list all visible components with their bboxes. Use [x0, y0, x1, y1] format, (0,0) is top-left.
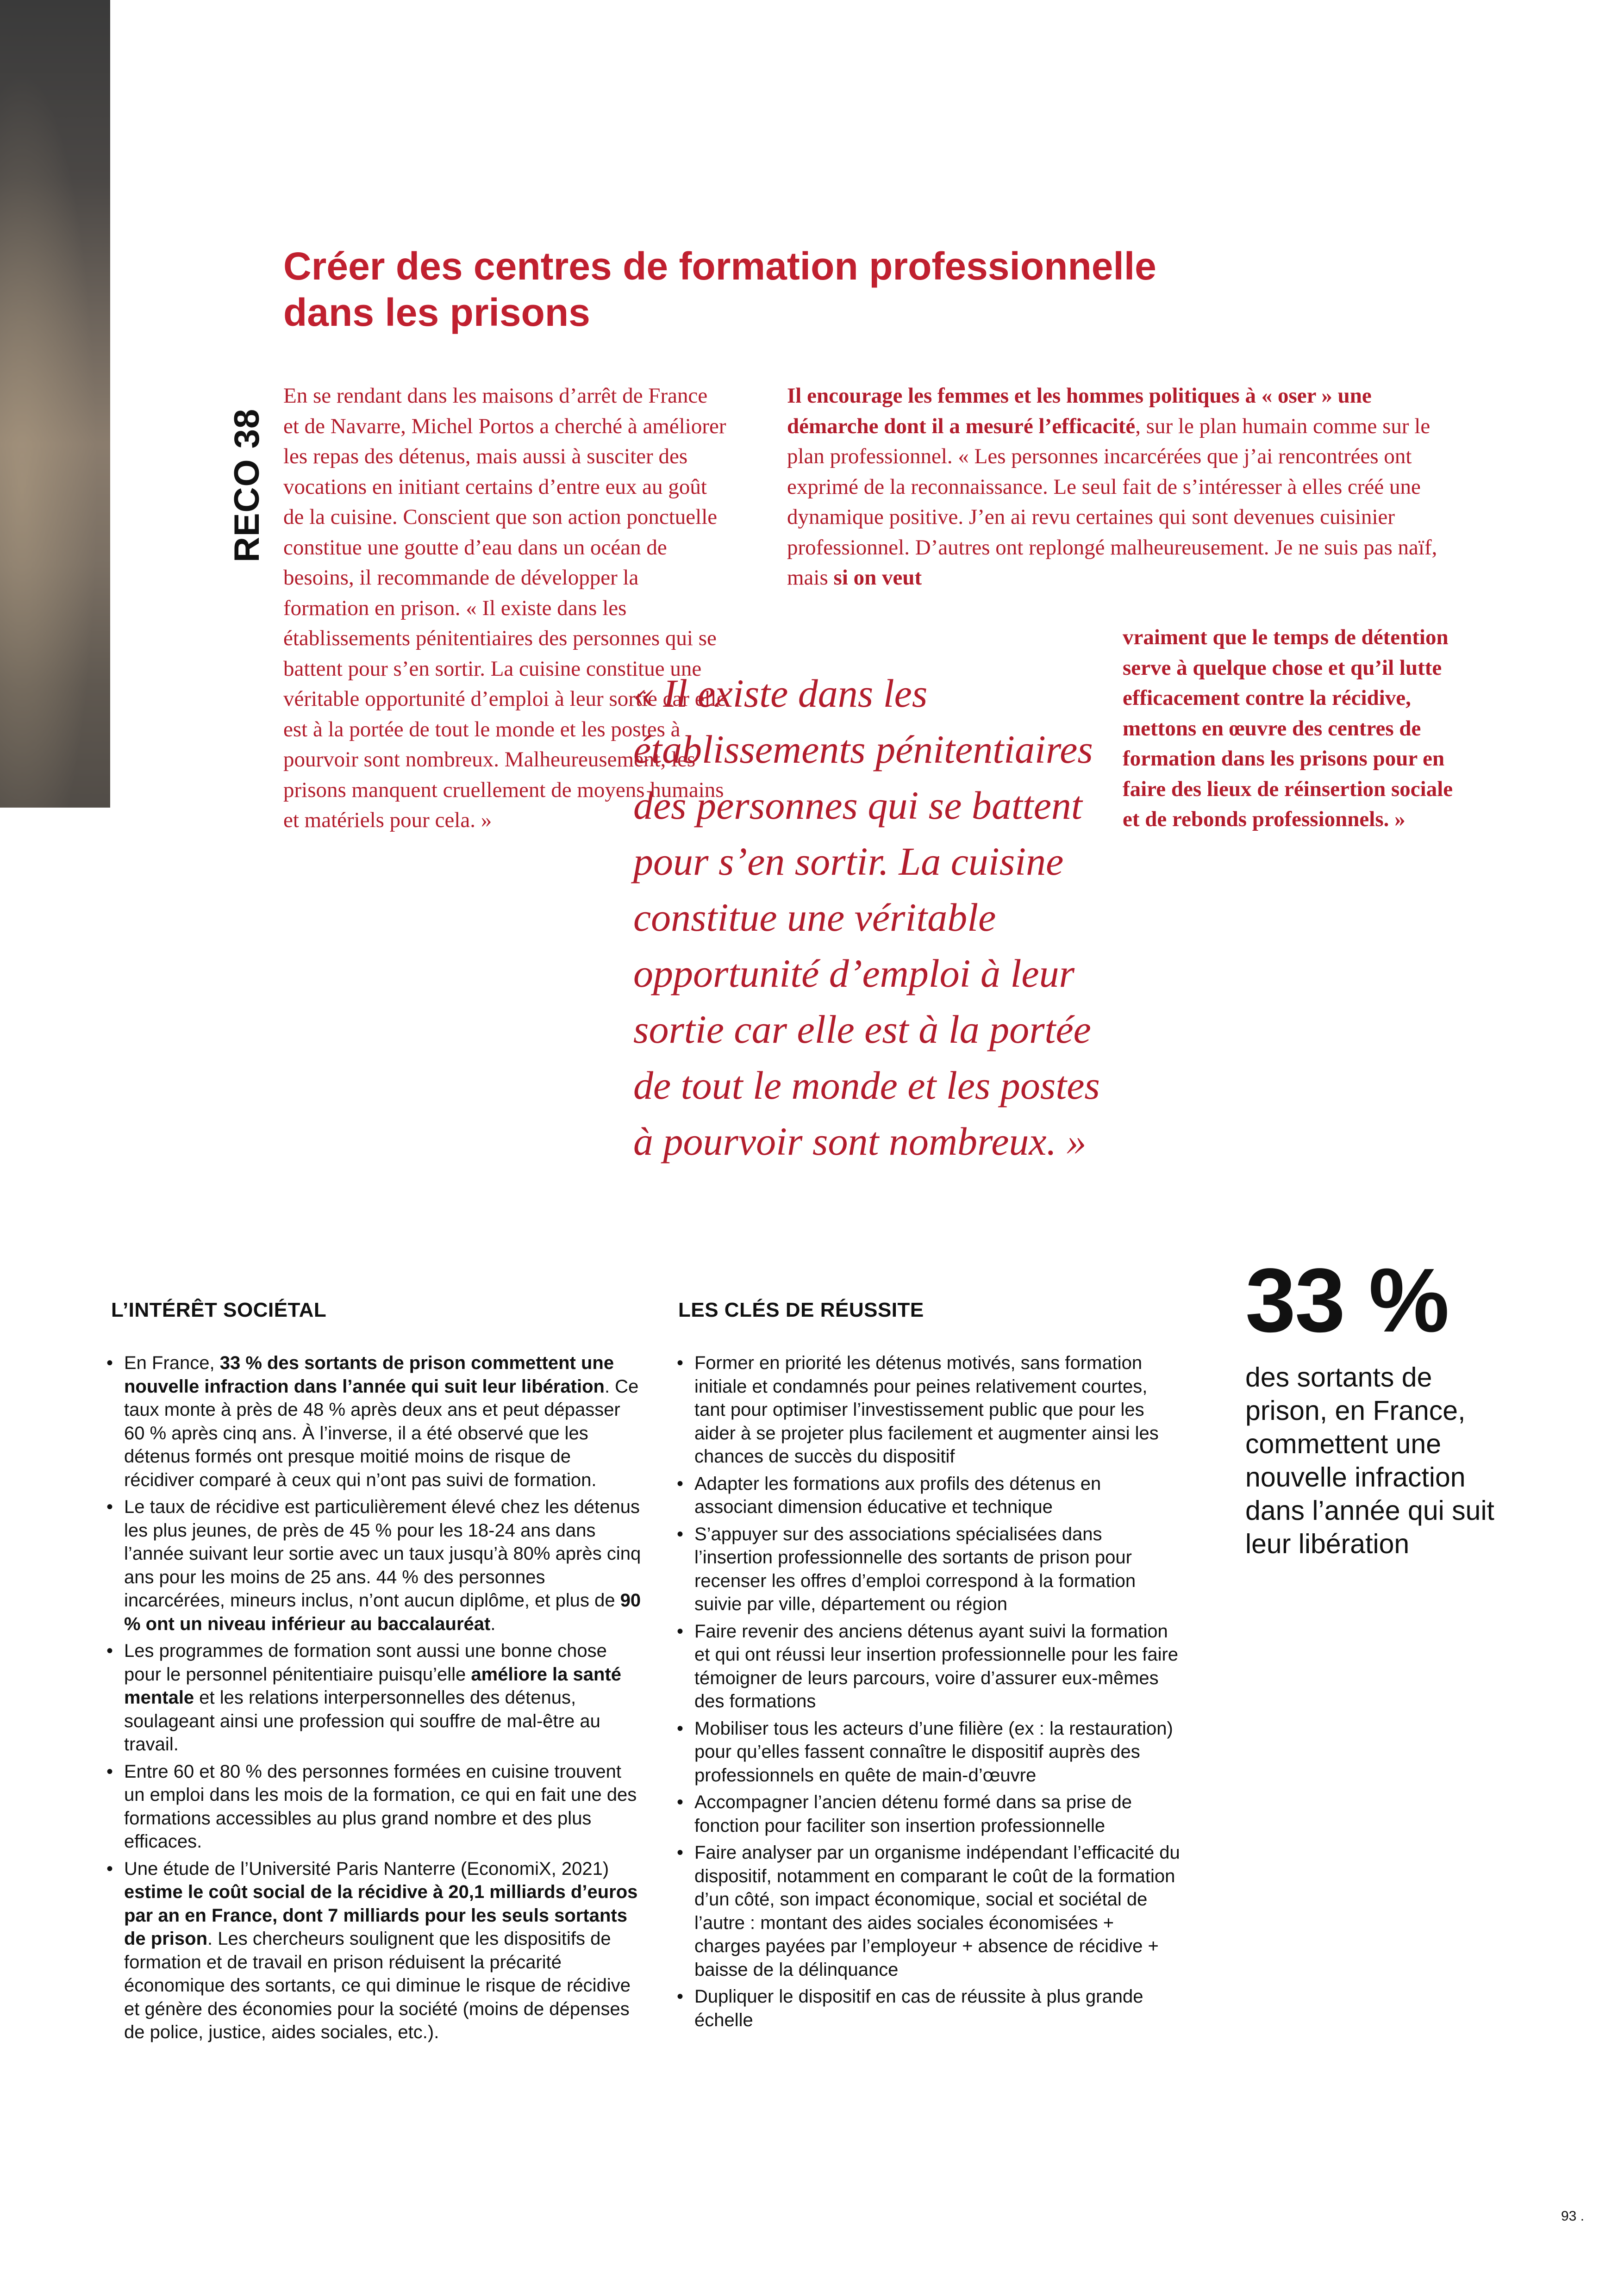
intro-column-1: En se rendant dans les maisons d’arrêt de France et de Navarre, Michel Portos a cherché à améliorer les repas des détenus, mais aussi à susciter des vocations en initiant certains d’entre eux au goût de la cuisine. Conscient que son action ponctuelle constitue une goutte d’eau dans un océan de besoins, il recommande de développer la formation en prison. « Il existe dans les établissements pénitentiaires des personnes qui se battent pour s’en sortir. La cuisine constitue une véritable opportunité d’emploi à leur sortie car elle est à la portée de tout le monde et les postes à pourvoir sont nombreux. Malheureusement, les prisons manquent cruellement de moyens humains et matériels pour cela. » — [283, 384, 726, 832]
cles-item: • Adapter les formations aux profils des détenus en associant dimension éducative et technique — [676, 1472, 1181, 1519]
cles-item: • Faire revenir des anciens détenus ayant suivi la formation et qui ont réussi leur insertion professionnelle pour les faire témoigner de leurs parcours, voire d’assurer eux-mêmes des formations — [676, 1620, 1181, 1713]
photo-shade — [0, 0, 110, 808]
interet-item: • Une étude de l’Université Paris Nanterre (EconomiX, 2021) estime le coût social de la récidive à 20,1 milliards d’euros par an en France, dont 7 milliards pour les seuls sortants de prison. Les chercheurs soulignent que les dispositifs de formation et de travail en prison réduisent la précarité économique des sortants, ce qui diminue le risque de récidive et génère des économies pour la société (moins de dépenses de police, justice, aides sociales, etc.). — [106, 1857, 643, 2044]
pull-quote: « Il existe dans les établissements pénitentiaires des personnes qui se battent pour s’en sortir. La cuisine constitue une véritable opportunité d’emploi à leur sortie car elle est à la portée de tout le monde et les postes à pourvoir sont nombreux. » — [633, 671, 1100, 1164]
cles-item: • Faire analyser par un organisme indépendant l’efficacité du dispositif, notamment en comparant le coût de la formation d’un côté, son impact économique, social et sociétal de l’autre : montant des aides sociales économisées + charges payées par l’employeur + absence de récidive + baisse de la délinquance — [676, 1841, 1181, 1981]
cles-heading: LES CLÉS DE RÉUSSITE — [678, 1299, 924, 1321]
cover-photo-strip — [0, 0, 110, 808]
page-number: 93 . — [1561, 2209, 1585, 2224]
cles-list — [676, 1351, 1181, 2035]
interet-item: • Le taux de récidive est particulièrement élevé chez les détenus les plus jeunes, de près de 45 % pour les 18-24 ans dans l’année suivant leur sortie avec un taux jusqu’à 80% après cinq ans pour les moins de 25 ans. 44 % des personnes incarcérées, mineurs inclus, n’ont aucun diplôme, et plus de 90 % ont un niveau inférieur au baccalauréat. — [106, 1495, 643, 1636]
cles-item: • S’appuyer sur des associations spécialisées dans l’insertion professionnelle des sortants de prison pour recenser les offres d’emploi correspond à la formation suivie par ville, département ou région — [676, 1523, 1181, 1616]
intro-col2-bold-lead: si on veut — [828, 566, 922, 590]
intro-column-2 — [787, 381, 1444, 593]
page-title: Créer des centres de formation professionnelle dans les prisons — [283, 244, 1156, 334]
stat-value: 33 % — [1245, 1250, 1449, 1351]
stat-caption: des sortants de prison, en France, commettent une nouvelle infraction dans l’année qui suit leur libération — [1245, 1362, 1494, 1559]
interet-list — [106, 1351, 643, 2048]
cles-item: • Mobiliser tous les acteurs d’une filière (ex : la restauration) pour qu’elles fassent connaître le dispositif auprès des professionnels en quête de main-d’œuvre — [676, 1717, 1181, 1787]
intro-column-2-continued: vraiment que le temps de détention serve à quelque chose et qu’il lutte efficacement contre la récidive, mettons en œuvre des centres de formation dans les prisons pour en faire des lieux de réinsertion sociale et de rebonds professionnels. » — [1123, 625, 1453, 831]
cles-item: • Accompagner l’ancien détenu formé dans sa prise de fonction pour faciliter son insertion professionnelle — [676, 1791, 1181, 1837]
intro-col2-bold: Il encourage les femmes et les hommes politiques à « oser » une démarche dont il a mesuré l’efficacité — [787, 384, 1372, 438]
interet-item: • Les programmes de formation sont aussi une bonne chose pour le personnel pénitentiaire puisqu’elle améliore la santé mentale et les relations interpersonnelles des détenus, soulageant ainsi une profession qui souffre de mal-être au travail. — [106, 1639, 643, 1756]
intro-col2-text: , sur le plan humain comme sur le plan professionnel. « Les personnes incarcérées que j’ai rencontrées ont exprimé de la reconnaissance. Le seul fait de s’intéresser à elles créé une dynamique positive. J’en ai revu certaines qui sont devenues cuisinier professionnel. D’autres ont replongé malheureusement. Je ne suis pas naïf, mais — [787, 414, 1437, 590]
interet-item: • En France, 33 % des sortants de prison commettent une nouvelle infraction dans l’année qui suit leur libération. Ce taux monte à près de 48 % après deux ans et peut dépasser 60 % après cinq ans. À l’inverse, il a été observé que les détenus formés ont presque moitié moins de risque de récidiver comparé à ceux qui n’ont pas suivi de formation. — [106, 1351, 643, 1492]
reco-label: RECO 38 — [227, 408, 267, 562]
cles-item: • Dupliquer le dispositif en cas de réussite à plus grande échelle — [676, 1985, 1181, 2032]
interet-heading: L’INTÉRÊT SOCIÉTAL — [111, 1299, 327, 1321]
interet-item: • Entre 60 et 80 % des personnes formées en cuisine trouvent un emploi dans les mois de la formation, ce qui en fait une des formations accessibles au plus grand nombre et des plus efficaces. — [106, 1760, 643, 1854]
cles-item: • Former en priorité les détenus motivés, sans formation initiale et condamnés pour peines relativement courtes, tant pour optimiser l’investissement public que pour les aider à se projeter plus facilement et augmenter ainsi les chances de succès du dispositif — [676, 1351, 1181, 1468]
